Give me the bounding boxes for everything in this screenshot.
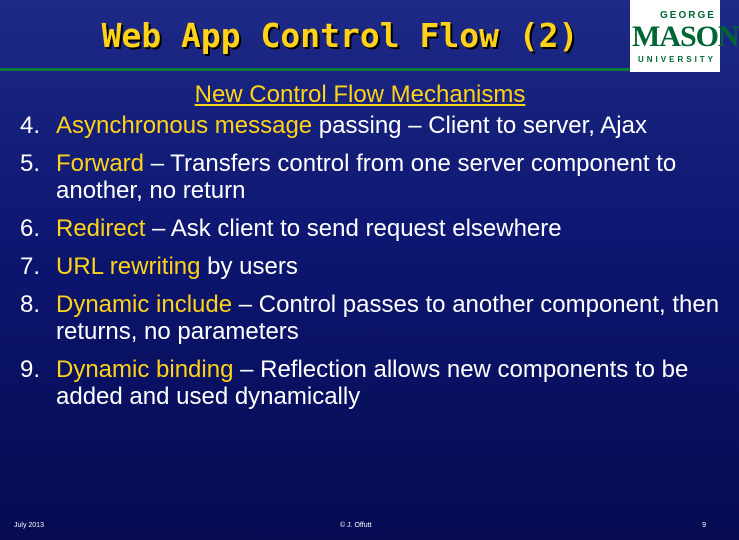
list-item-term: Dynamic include: [56, 291, 233, 318]
university-logo: [630, 0, 739, 72]
list-item-text: – Transfers control from one server component to another, no return: [56, 150, 677, 204]
list-item-number: 8.: [20, 291, 41, 318]
list-item-text: – Control passes to another component, then returns, no parameters: [56, 291, 720, 345]
list-item-text: – Ask client to send request elsewhere: [145, 215, 562, 242]
list-item-number: 7.: [20, 253, 41, 280]
footer-date: July 2013: [14, 522, 44, 529]
list-item-number: 9.: [20, 356, 41, 383]
list-item: [0, 215, 720, 242]
logo-main-text: MASON: [632, 20, 739, 53]
list-item: [0, 150, 720, 204]
list-item: [0, 291, 720, 345]
list-item: [0, 356, 720, 410]
list-item: [0, 253, 720, 280]
list-item-number: 4.: [20, 112, 41, 139]
list-item: [0, 112, 720, 139]
footer-author: © J. Offutt: [340, 522, 372, 529]
slide-subtitle: New Control Flow Mechanisms: [194, 81, 526, 108]
logo-top-text: GEORGE: [660, 10, 716, 21]
list-item-text: passing – Client to server, Ajax: [312, 112, 647, 139]
list-item-text: – Reflection allows new components to be added and used dynamically: [56, 356, 689, 410]
list-item-number: 6.: [20, 215, 41, 242]
list-item-term: Redirect: [56, 215, 146, 242]
list-item-term: Forward: [56, 150, 145, 177]
list-item-term: URL rewriting: [56, 253, 201, 280]
list-item-term: Asynchronous message: [56, 112, 313, 139]
footer-page-number: 9: [702, 522, 706, 529]
list-item-term: Dynamic binding: [56, 356, 234, 383]
list-item-number: 5.: [20, 150, 41, 177]
list-item-text: by users: [200, 253, 298, 280]
title-divider: [0, 68, 632, 71]
logo-bottom-text: UNIVERSITY: [638, 55, 717, 64]
slide-title: Web App Control Flow (2): [101, 16, 579, 55]
mechanism-list: [0, 112, 720, 421]
